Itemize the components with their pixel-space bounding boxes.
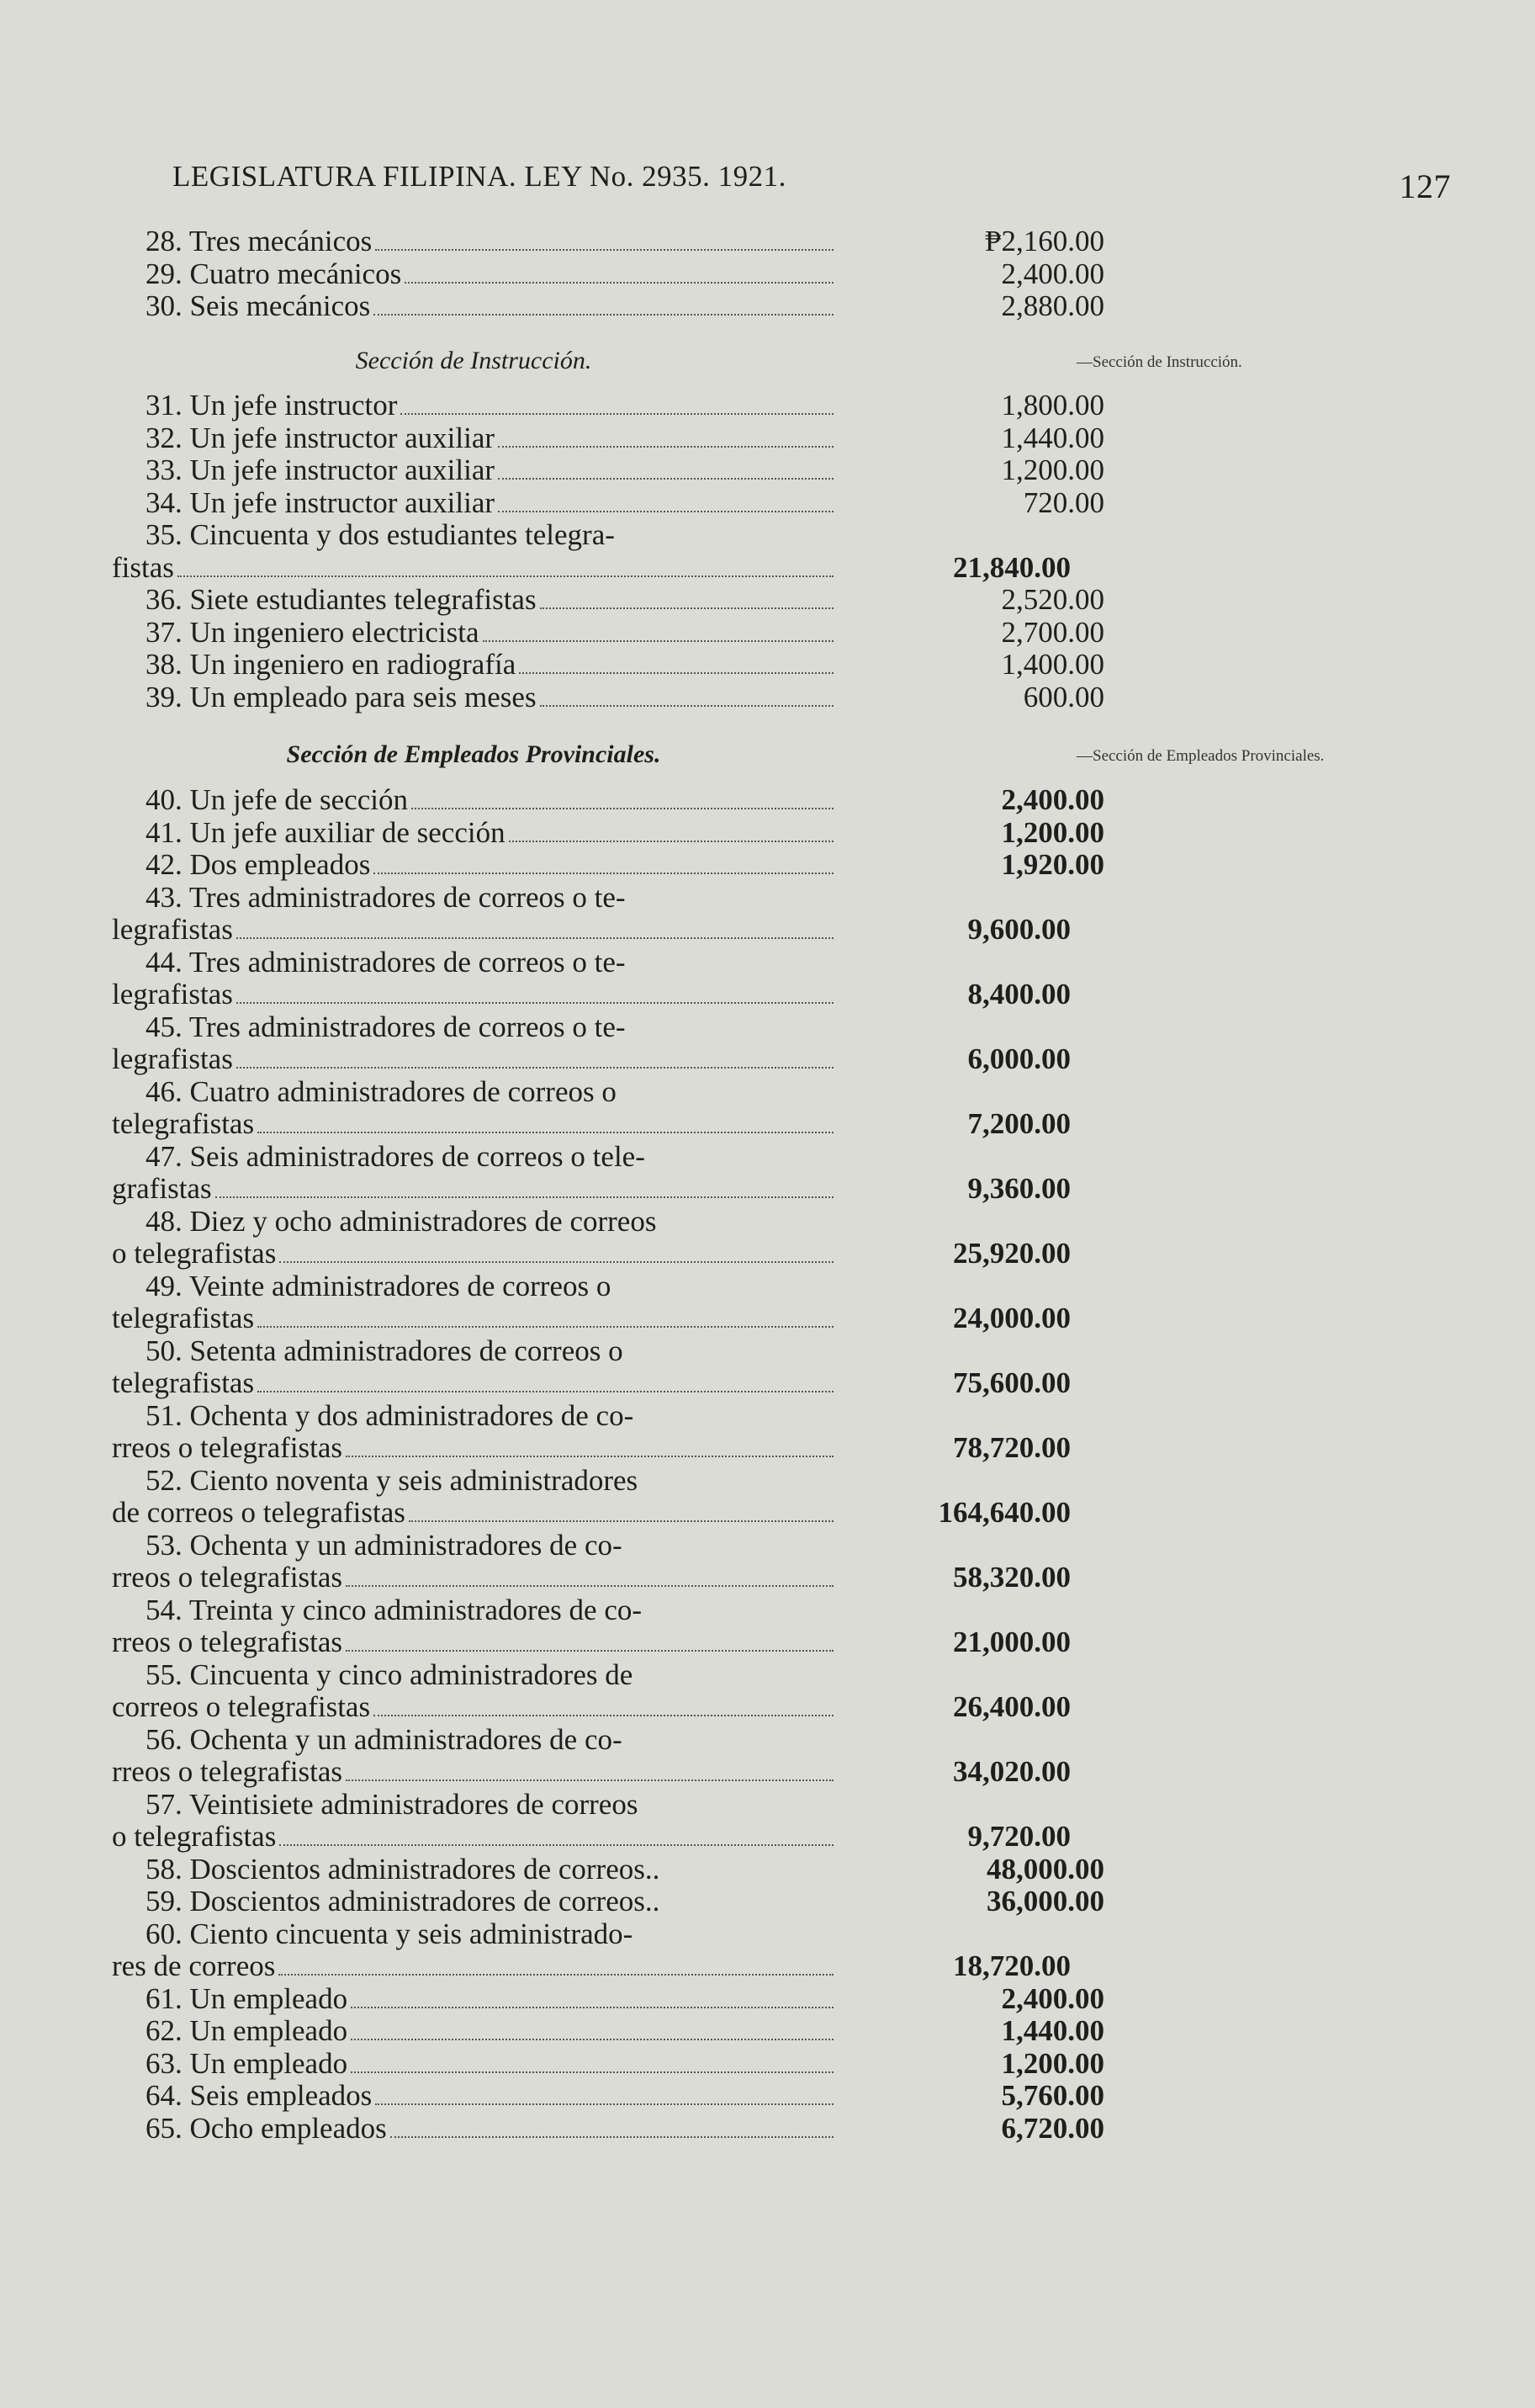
item-amount: 1,200.00 bbox=[1001, 815, 1104, 849]
item-amount: ₱2,160.00 bbox=[985, 225, 1104, 257]
item-text: fistas bbox=[112, 550, 174, 584]
leader-dots bbox=[236, 1002, 834, 1004]
budget-line bbox=[112, 1789, 1104, 1822]
item-text: rreos o telegrafistas bbox=[112, 1431, 343, 1464]
item-amount: 1,200.00 bbox=[1001, 453, 1104, 486]
item-text: correos o telegrafistas bbox=[112, 1690, 371, 1723]
budget-line bbox=[112, 1983, 1104, 2016]
budget-line bbox=[112, 1854, 1104, 1886]
item-text: 59. Doscientos administradores de correos.. bbox=[146, 1885, 660, 1917]
item-text: 43. Tres administradores de correos o te- bbox=[146, 880, 626, 914]
item-amount: 2,400.00 bbox=[1001, 1981, 1104, 2015]
item-text: 50. Setenta administradores de correos o bbox=[146, 1334, 623, 1367]
item-text: telegrafistas bbox=[112, 1366, 255, 1399]
item-amount: 164,640.00 bbox=[938, 1496, 1071, 1529]
budget-line bbox=[112, 1659, 1104, 1692]
page-header bbox=[172, 160, 1451, 210]
item-text: 35. Cincuenta y dos estudiantes telegra- bbox=[146, 518, 615, 551]
item-text: legrafistas bbox=[112, 978, 233, 1010]
budget-line bbox=[112, 1173, 1071, 1206]
item-text: 61. Un empleado bbox=[146, 1981, 348, 2015]
budget-line bbox=[112, 1141, 1104, 1174]
item-text: 62. Un empleado bbox=[146, 2014, 348, 2047]
item-amount: 1,920.00 bbox=[1001, 848, 1104, 881]
item-text: 46. Cuatro administradores de correos o bbox=[146, 1074, 617, 1108]
budget-line bbox=[112, 649, 1104, 682]
item-amount: 8,400.00 bbox=[967, 978, 1071, 1010]
budget-line bbox=[112, 1562, 1071, 1594]
leader-dots bbox=[540, 607, 834, 609]
item-text: 37. Un ingeniero electricista bbox=[146, 615, 479, 649]
budget-line bbox=[112, 1206, 1104, 1238]
item-text: 44. Tres administradores de correos o te- bbox=[146, 945, 626, 979]
budget-line bbox=[112, 1691, 1071, 1724]
item-amount: 6,720.00 bbox=[1001, 2111, 1104, 2145]
item-amount: 25,920.00 bbox=[953, 1237, 1071, 1270]
item-text: 36. Siete estudiantes telegrafistas bbox=[146, 583, 537, 616]
item-text: 58. Doscientos administradores de correos.. bbox=[146, 1852, 660, 1886]
section-heading-instruccion: Sección de Instrucción. bbox=[355, 347, 592, 374]
budget-line bbox=[112, 1400, 1104, 1433]
leader-dots bbox=[373, 873, 834, 874]
leader-dots bbox=[257, 1391, 834, 1392]
leader-dots bbox=[236, 937, 834, 939]
leader-dots bbox=[346, 1585, 834, 1587]
item-text: 45. Tres administradores de correos o te- bbox=[146, 1010, 626, 1043]
leader-dots bbox=[411, 808, 834, 809]
leader-dots bbox=[351, 2071, 834, 2073]
section-mechanics bbox=[112, 225, 1104, 323]
item-amount: 78,720.00 bbox=[953, 1431, 1071, 1464]
item-text: 29. Cuatro mecánicos bbox=[146, 257, 402, 290]
item-text: rreos o telegrafistas bbox=[112, 1626, 343, 1658]
budget-line bbox=[112, 784, 1104, 817]
item-text: 55. Cincuenta y cinco administradores de bbox=[146, 1657, 633, 1691]
item-text: legrafistas bbox=[112, 1042, 233, 1075]
budget-line bbox=[112, 1335, 1104, 1368]
budget-line bbox=[112, 1011, 1104, 1044]
item-text: 42. Dos empleados bbox=[146, 848, 371, 881]
leader-dots bbox=[346, 1456, 834, 1457]
budget-line bbox=[112, 1756, 1071, 1789]
budget-line bbox=[112, 1497, 1071, 1530]
item-text: 49. Veinte administradores de correos o bbox=[146, 1269, 611, 1302]
budget-line bbox=[112, 979, 1071, 1011]
leader-dots bbox=[540, 705, 834, 707]
item-amount: 600.00 bbox=[1023, 680, 1104, 713]
item-amount: 58,320.00 bbox=[953, 1561, 1071, 1594]
item-text: 38. Un ingeniero en radiografía bbox=[146, 648, 516, 681]
leader-dots bbox=[279, 1844, 834, 1846]
item-text: 65. Ocho empleados bbox=[146, 2111, 387, 2145]
budget-line bbox=[112, 519, 1104, 552]
budget-line bbox=[112, 1432, 1071, 1465]
budget-line bbox=[112, 1950, 1071, 1983]
budget-line bbox=[112, 1043, 1071, 1076]
item-text: o telegrafistas bbox=[112, 1237, 277, 1270]
budget-line bbox=[112, 2080, 1104, 2113]
section-heading-empleados-provinciales: Sección de Empleados Provinciales. bbox=[286, 740, 661, 768]
item-amount: 9,600.00 bbox=[967, 913, 1071, 946]
budget-line bbox=[112, 1821, 1071, 1854]
budget-line bbox=[112, 487, 1104, 520]
budget-line bbox=[112, 1626, 1071, 1659]
item-amount: 7,200.00 bbox=[967, 1107, 1071, 1140]
margin-note-empleados-provinciales: —Sección de Empleados Provinciales. bbox=[1077, 747, 1325, 765]
item-amount: 1,200.00 bbox=[1001, 2046, 1104, 2080]
budget-line bbox=[112, 552, 1071, 585]
leader-dots bbox=[498, 511, 834, 512]
leader-dots bbox=[278, 1974, 834, 1976]
item-amount: 48,000.00 bbox=[987, 1852, 1104, 1886]
item-amount: 1,440.00 bbox=[1001, 2014, 1104, 2047]
item-text: telegrafistas bbox=[112, 1302, 255, 1334]
item-text: 31. Un jefe instructor bbox=[146, 389, 398, 422]
item-text: 64. Seis empleados bbox=[146, 2079, 373, 2112]
leader-dots bbox=[498, 446, 834, 448]
item-amount: 2,520.00 bbox=[1001, 583, 1104, 616]
budget-line bbox=[112, 1918, 1104, 1951]
leader-dots bbox=[483, 640, 834, 642]
leader-dots bbox=[409, 1520, 834, 1522]
item-amount: 18,720.00 bbox=[953, 1949, 1071, 1982]
item-amount: 34,020.00 bbox=[953, 1755, 1071, 1788]
leader-dots bbox=[373, 314, 834, 316]
item-amount: 9,360.00 bbox=[967, 1172, 1071, 1205]
item-amount: 9,720.00 bbox=[967, 1820, 1071, 1853]
budget-line bbox=[112, 882, 1104, 915]
item-amount: 1,400.00 bbox=[1001, 648, 1104, 681]
item-amount: 2,880.00 bbox=[1001, 289, 1104, 322]
item-text: grafistas bbox=[112, 1172, 212, 1205]
leader-dots bbox=[257, 1326, 834, 1328]
item-amount: 26,400.00 bbox=[953, 1690, 1071, 1723]
leader-dots bbox=[509, 841, 834, 842]
leader-dots bbox=[405, 282, 834, 284]
item-amount: 2,700.00 bbox=[1001, 615, 1104, 649]
budget-line bbox=[112, 1465, 1104, 1498]
item-text: de correos o telegrafistas bbox=[112, 1496, 405, 1529]
item-text: rreos o telegrafistas bbox=[112, 1755, 343, 1788]
budget-line bbox=[112, 390, 1104, 422]
item-text: 28. Tres mecánicos bbox=[146, 225, 373, 257]
budget-line bbox=[112, 617, 1104, 650]
budget-line bbox=[112, 914, 1071, 947]
budget-line bbox=[112, 1530, 1104, 1562]
leader-dots bbox=[498, 478, 834, 480]
budget-line bbox=[112, 422, 1104, 455]
item-amount: 21,000.00 bbox=[953, 1626, 1071, 1658]
budget-line bbox=[112, 225, 1104, 258]
item-text: o telegrafistas bbox=[112, 1820, 277, 1853]
budget-line bbox=[112, 1270, 1104, 1303]
item-text: 41. Un jefe auxiliar de sección bbox=[146, 815, 505, 849]
item-text: rreos o telegrafistas bbox=[112, 1561, 343, 1594]
item-text: legrafistas bbox=[112, 913, 233, 946]
leader-dots bbox=[346, 1779, 834, 1781]
item-text: 54. Treinta y cinco administradores de co- bbox=[146, 1593, 643, 1626]
leader-dots bbox=[346, 1650, 834, 1652]
budget-line bbox=[112, 2048, 1104, 2081]
item-text: 34. Un jefe instructor auxiliar bbox=[146, 485, 495, 519]
leader-dots bbox=[519, 672, 834, 674]
budget-line bbox=[112, 947, 1104, 979]
budget-line bbox=[112, 584, 1104, 617]
item-amount: 2,400.00 bbox=[1001, 783, 1104, 816]
budget-line bbox=[112, 1367, 1071, 1400]
leader-dots bbox=[351, 2007, 834, 2008]
running-head: LEGISLATURA FILIPINA. LEY No. 2935. 1921. bbox=[172, 160, 786, 193]
budget-line bbox=[112, 2113, 1104, 2145]
page-number: 127 bbox=[1399, 167, 1451, 205]
leader-dots bbox=[257, 1132, 834, 1133]
budget-line bbox=[112, 290, 1104, 323]
leader-dots bbox=[390, 2136, 834, 2138]
item-text: 60. Ciento cincuenta y seis administrado- bbox=[146, 1917, 633, 1950]
leader-dots bbox=[400, 413, 834, 415]
item-text: 40. Un jefe de sección bbox=[146, 783, 408, 816]
item-text: 39. Un empleado para seis meses bbox=[146, 680, 537, 713]
item-amount: 21,840.00 bbox=[953, 550, 1071, 584]
section-instruccion bbox=[112, 389, 1104, 713]
item-text: res de correos bbox=[112, 1949, 276, 1982]
budget-line bbox=[112, 1108, 1071, 1141]
budget-line bbox=[112, 258, 1104, 291]
item-amount: 6,000.00 bbox=[967, 1042, 1071, 1075]
item-text: 53. Ochenta y un administradores de co- bbox=[146, 1528, 622, 1562]
item-amount: 1,800.00 bbox=[1001, 389, 1104, 422]
item-amount: 720.00 bbox=[1023, 485, 1104, 519]
section-empleados-provinciales bbox=[112, 783, 1104, 2145]
item-text: 51. Ochenta y dos administradores de co- bbox=[146, 1398, 634, 1432]
item-text: 33. Un jefe instructor auxiliar bbox=[146, 453, 495, 486]
budget-line bbox=[112, 849, 1104, 882]
item-text: 52. Ciento noventa y seis administradores bbox=[146, 1463, 638, 1497]
leader-dots bbox=[375, 249, 834, 251]
item-text: 63. Un empleado bbox=[146, 2046, 348, 2080]
budget-line bbox=[112, 1076, 1104, 1109]
margin-note-instruccion: —Sección de Instrucción. bbox=[1077, 353, 1242, 371]
item-amount: 2,400.00 bbox=[1001, 257, 1104, 290]
leader-dots bbox=[215, 1196, 834, 1198]
budget-line bbox=[112, 1594, 1104, 1627]
item-amount: 1,440.00 bbox=[1001, 421, 1104, 454]
budget-line bbox=[112, 1302, 1071, 1335]
item-amount: 24,000.00 bbox=[953, 1302, 1071, 1334]
budget-line bbox=[112, 454, 1104, 487]
leader-dots bbox=[351, 2039, 834, 2040]
item-amount: 75,600.00 bbox=[953, 1366, 1071, 1399]
leader-dots bbox=[177, 575, 834, 577]
item-text: 57. Veintisiete administradores de correos bbox=[146, 1787, 638, 1821]
item-text: 47. Seis administradores de correos o tele- bbox=[146, 1139, 645, 1173]
leader-dots bbox=[279, 1261, 834, 1263]
item-text: 30. Seis mecánicos bbox=[146, 289, 371, 322]
item-text: 48. Diez y ocho administradores de correos bbox=[146, 1204, 657, 1238]
budget-line bbox=[112, 1724, 1104, 1757]
leader-dots bbox=[375, 2103, 834, 2105]
budget-line bbox=[112, 682, 1104, 714]
leader-dots bbox=[236, 1067, 834, 1069]
leader-dots bbox=[373, 1715, 834, 1716]
item-text: telegrafistas bbox=[112, 1107, 255, 1140]
item-text: 32. Un jefe instructor auxiliar bbox=[146, 421, 495, 454]
budget-line bbox=[112, 817, 1104, 850]
budget-line bbox=[112, 1238, 1071, 1270]
item-text: 56. Ochenta y un administradores de co- bbox=[146, 1722, 622, 1756]
budget-line bbox=[112, 2015, 1104, 2048]
item-amount: 5,760.00 bbox=[1001, 2079, 1104, 2112]
budget-line bbox=[112, 1886, 1104, 1918]
item-amount: 36,000.00 bbox=[987, 1885, 1104, 1917]
